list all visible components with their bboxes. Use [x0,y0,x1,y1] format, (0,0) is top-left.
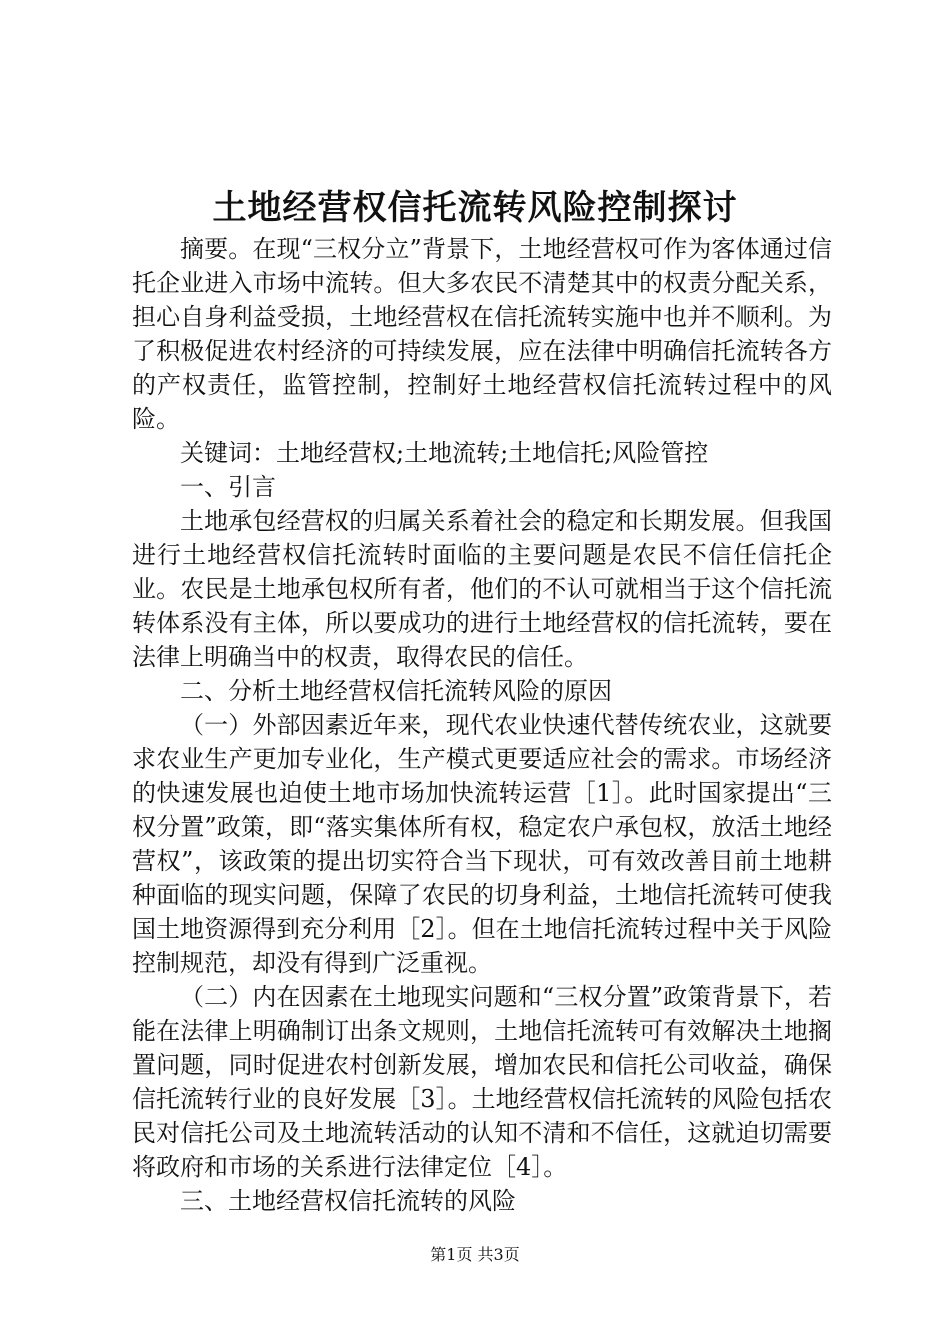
section-heading-risks: 三、土地经营权信托流转的风险 [180,1187,516,1215]
internal-factors-paragraph: （二）内在因素在土地现实问题和“三权分置”政策背景下，若能在法律上明确制订出条文规则，土地信托流转可有效解决土地搁置问题，同时促进农村创新发展，增加农民和信托公司收益，确保信托流转行业的良好发展［3］。土地经营权信托流转的风险包括农民对信托公司及土地流转活动的认知不清和不信任，这就迫切需要将政府和市场的关系进行法律定位［4］。 [132,983,832,1181]
page-footer: 第1页 共3页 [430,1245,520,1264]
section-heading-introduction: 一、引言 [180,473,276,501]
section-heading-risk-causes: 二、分析土地经营权信托流转风险的原因 [180,677,612,705]
keywords-line: 关键词：土地经营权;土地流转;土地信托;风险管控 [180,439,709,467]
introduction-paragraph: 土地承包经营权的归属关系着社会的稳定和长期发展。但我国进行土地经营权信托流转时面临的主要问题是农民不信任信托企业。农民是土地承包权所有者，他们的不认可就相当于这个信托流转体系没有主体，所以要成功的进行土地经营权的信托流转，要在法律上明确当中的权责，取得农民的信任。 [132,507,832,671]
external-factors-paragraph: （一）外部因素近年来，现代农业快速代替传统农业，这就要求农业生产更加专业化，生产模式更要适应社会的需求。市场经济的快速发展也迫使土地市场加快流转运营［1］。此时国家提出“三权分置”政策，即“落实集体所有权，稳定农户承包权，放活土地经营权”，该政策的提出切实符合当下现状，可有效改善目前土地耕种面临的现实问题，保障了农民的切身利益，土地信托流转可使我国土地资源得到充分利用［2］。但在土地信托流转过程中关于风险控制规范，却没有得到广泛重视。 [132,711,832,977]
document-body [132,232,832,1218]
abstract-paragraph: 摘要。在现“三权分立”背景下，土地经营权可作为客体通过信托企业进入市场中流转。但大多农民不清楚其中的权责分配关系，担心自身利益受损，土地经营权在信托流转实施中也并不顺利。为了积极促进农村经济的可持续发展，应在法律中明确信托流转各方的产权责任，监管控制，控制好土地经营权信托流转过程中的风险。 [132,235,832,433]
document-title: 土地经营权信托流转风险控制探讨 [212,188,738,228]
